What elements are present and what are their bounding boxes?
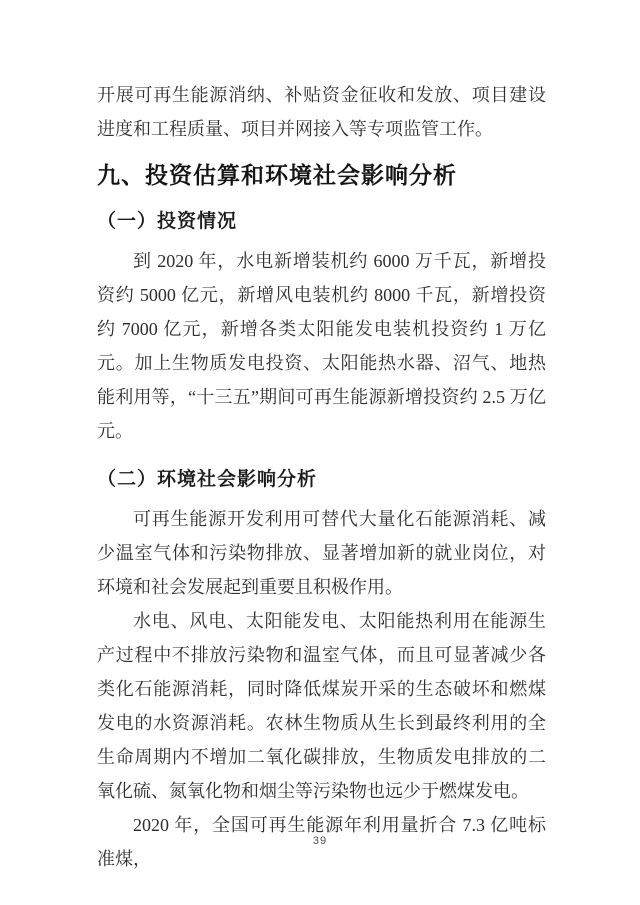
page-number: 39 xyxy=(312,835,328,847)
paragraph-continuation: 开展可再生能源消纳、补贴资金征收和发放、项目建设进度和工程质量、项目并网接入等专项监管工作。 xyxy=(97,85,546,139)
section-heading-investment: （一）投资情况 xyxy=(97,211,238,232)
document-content xyxy=(97,78,546,876)
paragraph-utilization-2020: 2020 年，全国可再生能源年利用量折合 7.3 亿吨标准煤， xyxy=(97,815,546,869)
chapter-heading: 九、投资估算和环境社会影响分析 xyxy=(97,162,457,188)
paragraph-investment: 到 2020 年，水电新增装机约 6000 万千瓦，新增投资约 5000 亿元，新增风电装机约 8000 千瓦，新增投资约 7000 亿元，新增各类太阳能发电装机投资约 1 万亿元。加上生物质发电投资、太阳能热水器、沼气、地热能利用等，“十三五”期间可再生能源新增投资约 2.5 万亿元。 xyxy=(97,251,546,441)
section-heading-environment-social: （二）环境社会影响分析 xyxy=(97,469,318,490)
paragraph-environment-benefits: 可再生能源开发利用可替代大量化石能源消耗、减少温室气体和污染物排放、显著增加新的就业岗位，对环境和社会发展起到重要且积极作用。 xyxy=(97,509,546,597)
page-footer xyxy=(0,831,640,849)
paragraph-emissions-comparison: 水电、风电、太阳能发电、太阳能热利用在能源生产过程中不排放污染物和温室气体，而且可显著减少各类化石能源消耗，同时降低煤炭开采的生态破坏和燃煤发电的水资源消耗。农林生物质从生长到最终利用的全生命周期内不增加二氧化碳排放，生物质发电排放的二氧化硫、氮氧化物和烟尘等污染物也远少于燃煤发电。 xyxy=(97,611,546,801)
